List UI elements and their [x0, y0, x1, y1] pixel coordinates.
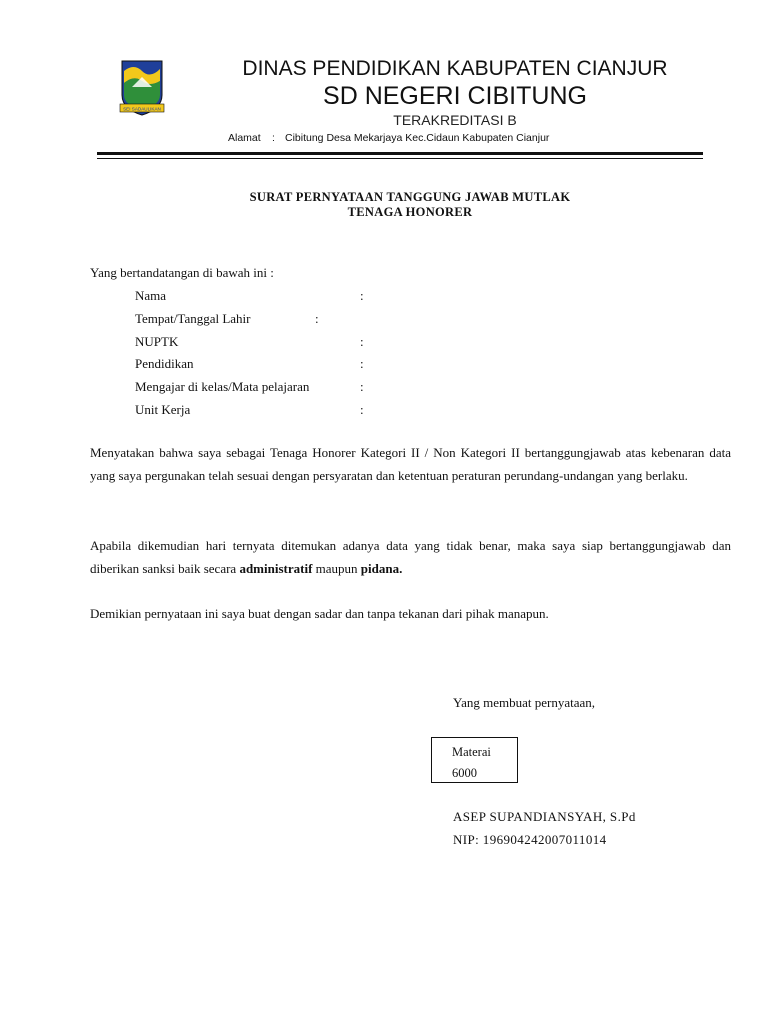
svg-text:SEI SADAULIKAN: SEI SADAULIKAN — [123, 106, 161, 112]
field-label-unit-kerja: Unit Kerja — [135, 402, 191, 417]
field-label-mengajar: Mengajar di kelas/Mata pelajaran — [135, 379, 310, 394]
signatory-name: ASEP SUPANDIANSYAH, S.Pd — [453, 809, 636, 824]
stamp-duty-value: 6000 — [452, 766, 477, 780]
liability-bold-pidana: pidana. — [360, 561, 403, 576]
header-divider-thick — [97, 152, 703, 155]
liability-paragraph — [90, 534, 731, 580]
signature-closing: Yang membuat pernyataan, — [453, 695, 596, 710]
document-title-line2: TENAGA HONORER — [347, 205, 473, 219]
field-label-pendidikan: Pendidikan — [135, 356, 194, 371]
stamp-duty-label: Materai — [452, 745, 491, 759]
closing-paragraph: Demikian pernyataan ini saya buat dengan sadar dan tanpa tekanan dari pihak manapun. — [90, 606, 549, 621]
field-colon-ttl: : — [315, 311, 319, 326]
address-label: Alamat — [228, 132, 261, 144]
field-label-nama: Nama — [135, 288, 167, 303]
field-colon-nama: : — [360, 288, 364, 303]
field-colon-mengajar: : — [360, 379, 364, 394]
signatory-nip: NIP: 196904242007011014 — [453, 832, 607, 847]
address-colon: : — [272, 132, 275, 144]
field-label-nuptk: NUPTK — [135, 334, 179, 349]
intro-text: Yang bertandatangan di bawah ini : — [90, 265, 274, 280]
school-name: SD NEGERI CIBITUNG — [323, 82, 587, 110]
header-divider-thin — [97, 158, 703, 159]
field-colon-unit-kerja: : — [360, 402, 364, 417]
statement-paragraph: Menyatakan bahwa saya sebagai Tenaga Honorer Kategori II / Non Kategori II bertanggungjawab atas kebenaran data yang saya pergunakan telah sesuai dengan persyaratan dan ketentuan peraturan perundang-undangan yang berlaku. — [90, 445, 731, 483]
accreditation-status: TERAKREDITASI B — [393, 112, 517, 128]
district-emblem-logo — [118, 57, 166, 117]
stamp-duty-text — [452, 742, 491, 784]
field-colon-pendidikan: : — [360, 356, 364, 371]
stamp-duty-box — [431, 737, 518, 783]
liability-bold-administratif: administratif — [239, 561, 313, 576]
document-title-line1: SURAT PERNYATAAN TANGGUNG JAWAB MUTLAK — [249, 190, 571, 204]
liability-text-before: Apabila dikemudian hari ternyata ditemukan adanya data yang tidak benar, maka saya siap bertanggungjawab dan diberikan sanksi baik secara — [90, 538, 731, 576]
field-label-ttl: Tempat/Tanggal Lahir — [135, 311, 251, 326]
liability-text-middle: maupun — [312, 561, 361, 576]
agency-name: DINAS PENDIDIKAN KABUPATEN CIANJUR — [242, 57, 668, 80]
field-colon-nuptk: : — [360, 334, 364, 349]
school-address: Cibitung Desa Mekarjaya Kec.Cidaun Kabupaten Cianjur — [285, 132, 550, 144]
